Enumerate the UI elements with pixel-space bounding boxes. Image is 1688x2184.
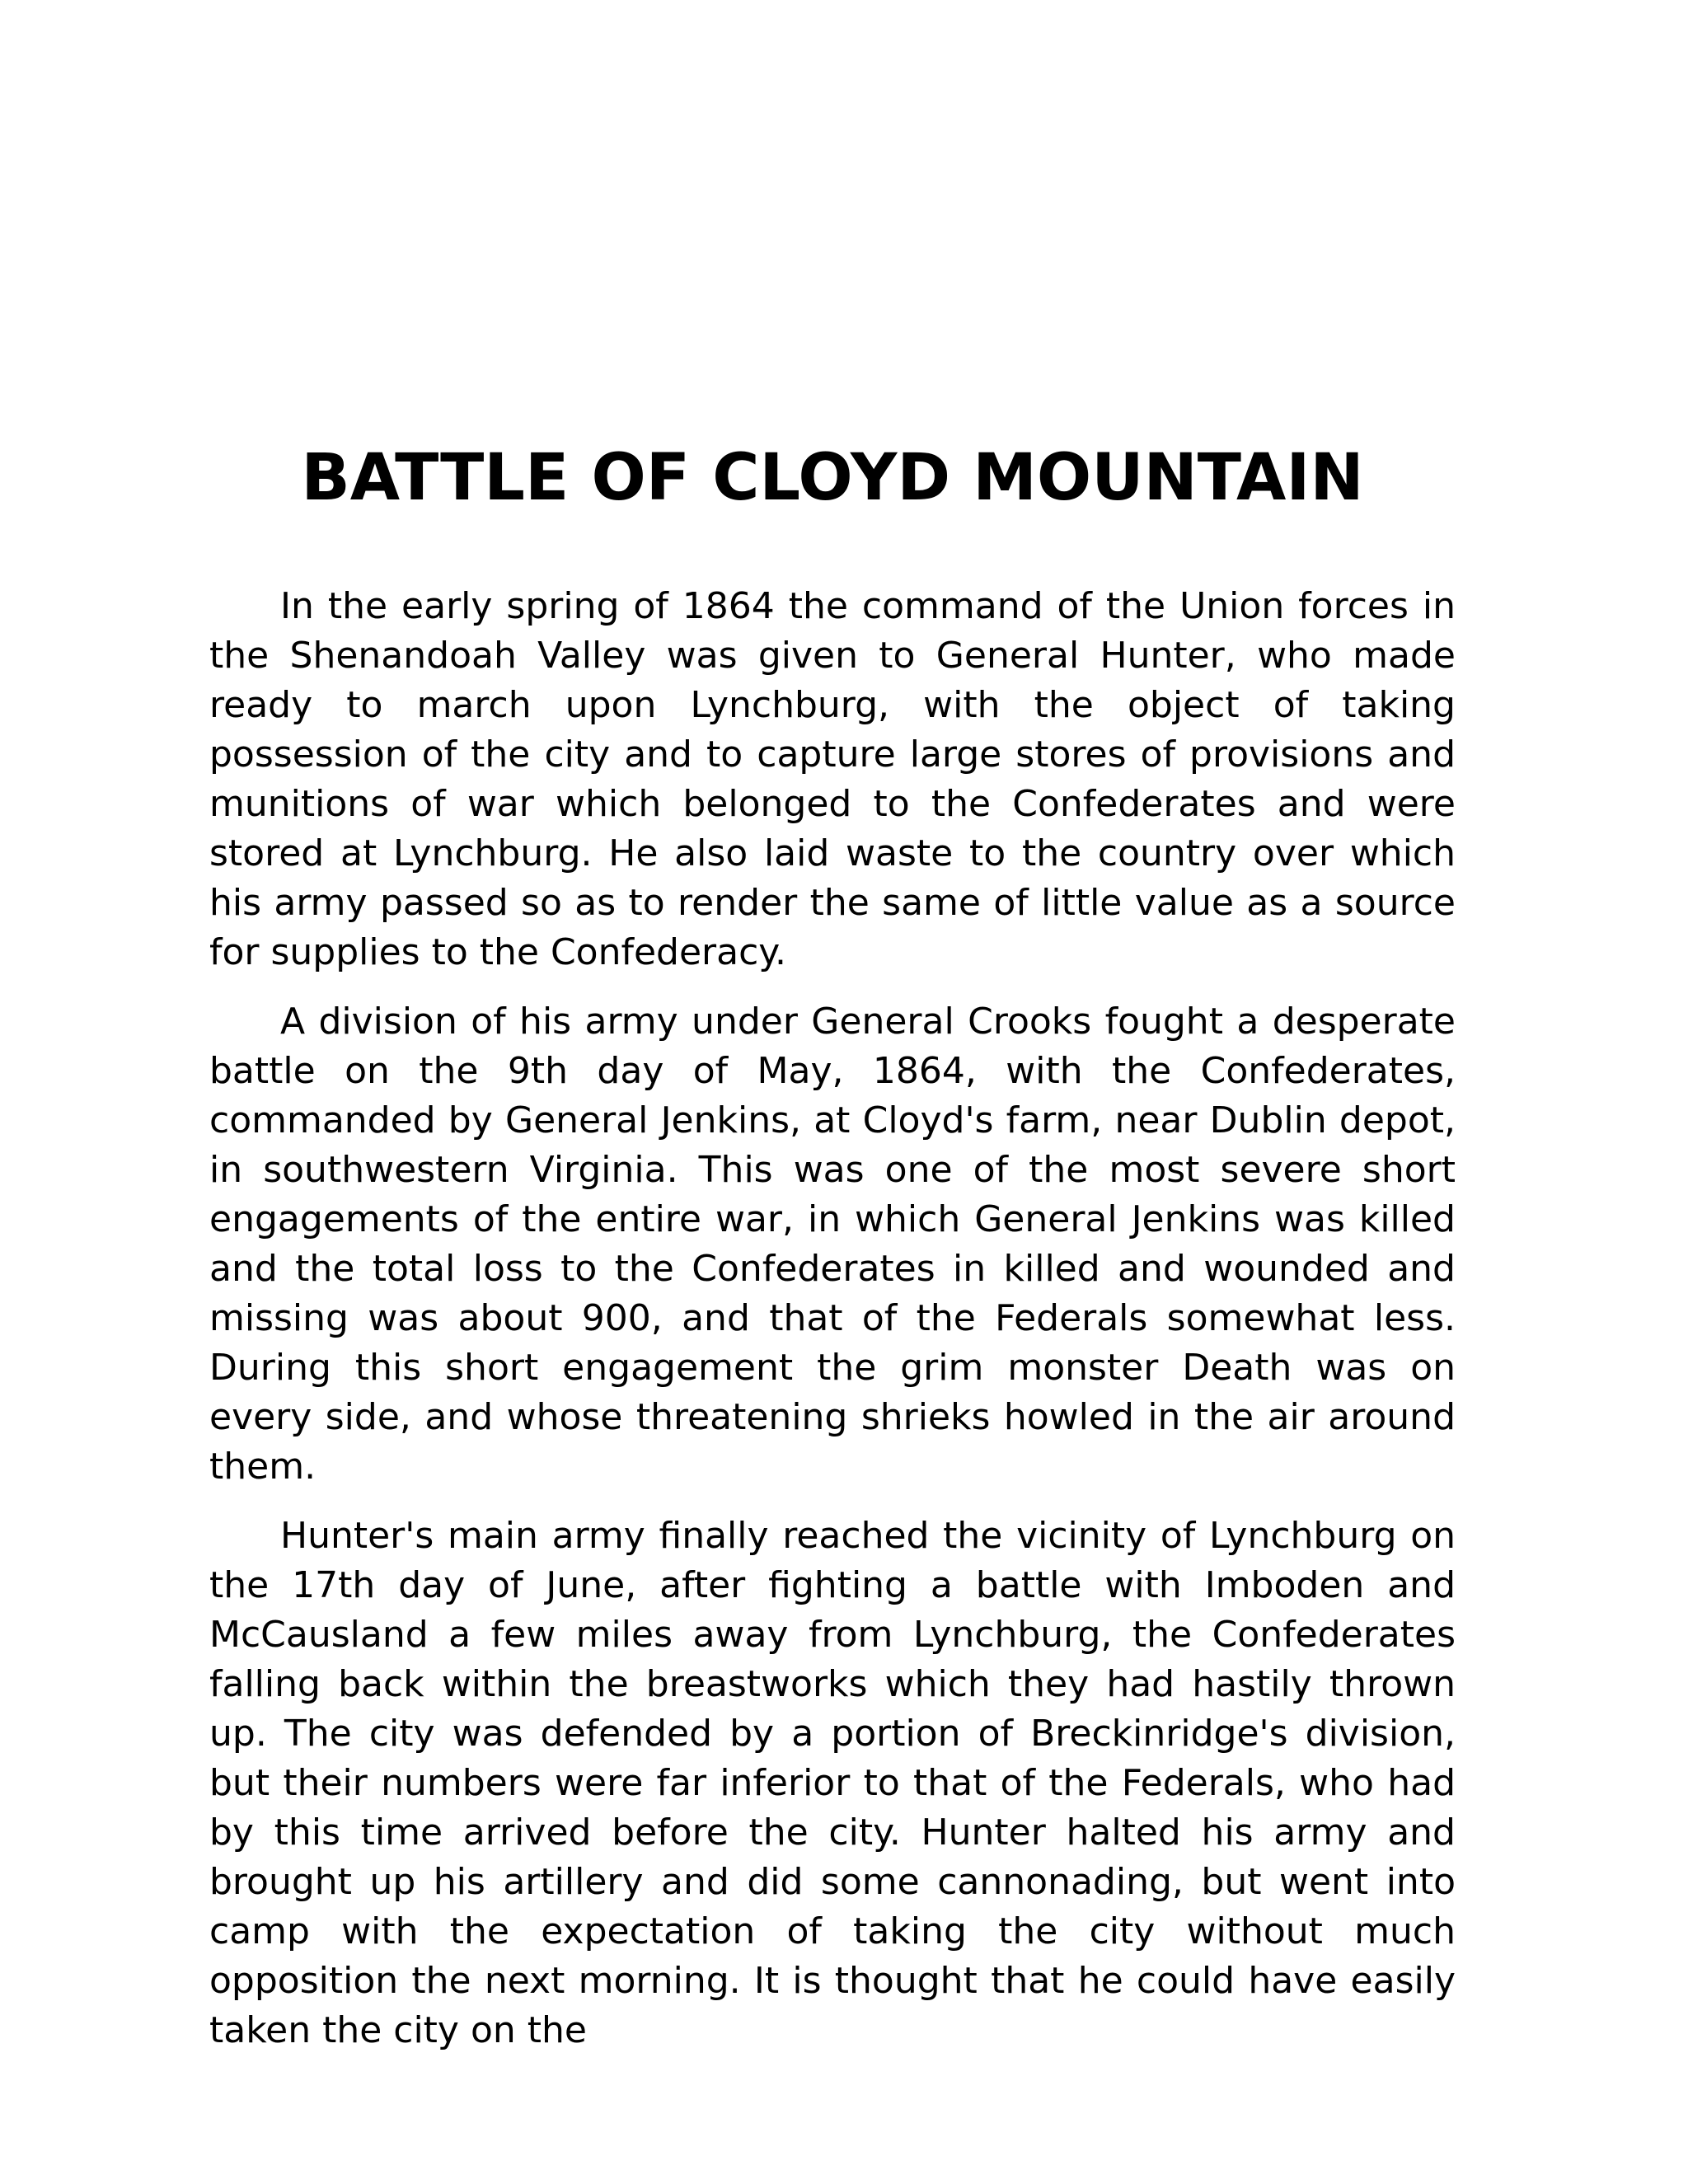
paragraph: In the early spring of 1864 the command of the Union forces in the Shenandoah Valley was given to General Hunter, who made ready to march upon Lynchburg, with the object of taking possession of the city and to capture large stores of provisions and munitions of war which belonged to the Confederates and were stored at Lynchburg. He also laid waste to the country over which his army passed so as to render the same of little value as a source for supplies to the Confederacy. [209,585,1456,973]
paragraph: A division of his army under General Crooks fought a desperate battle on the 9th day of May, 1864, with the Confederates, commanded by General Jenkins, at Cloyd's farm, near Dublin depot, in southwestern Virginia. This was one of the most severe short engagements of the entire war, in which General Jenkins was killed and the total loss to the Confederates in killed and wounded and missing was about 900, and that of the Federals somewhat less. During this short engagement the grim monster Death was on every side, and whose threatening shrieks howled in the air around them. [209,1001,1456,1488]
page-title: BATTLE OF CLOYD MOUNTAIN [301,441,1364,515]
paragraph: Hunter's main army finally reached the vicinity of Lynchburg on the 17th day of June, after fighting a battle with Imboden and McCausland a few miles away from Lynchburg, the Confederates falling back within the breastworks which they had hastily thrown up. The city was defended by a portion of Breckinridge's division, but their numbers were far inferior to that of the Federals, who had by this time arrived before the city. Hunter halted his army and brought up his artillery and did some cannonading, but went into camp with the expectation of taking the city without much opposition the next morning. It is thought that he could have easily taken the city on the [209,1515,1456,2051]
body-text [209,582,1456,2075]
